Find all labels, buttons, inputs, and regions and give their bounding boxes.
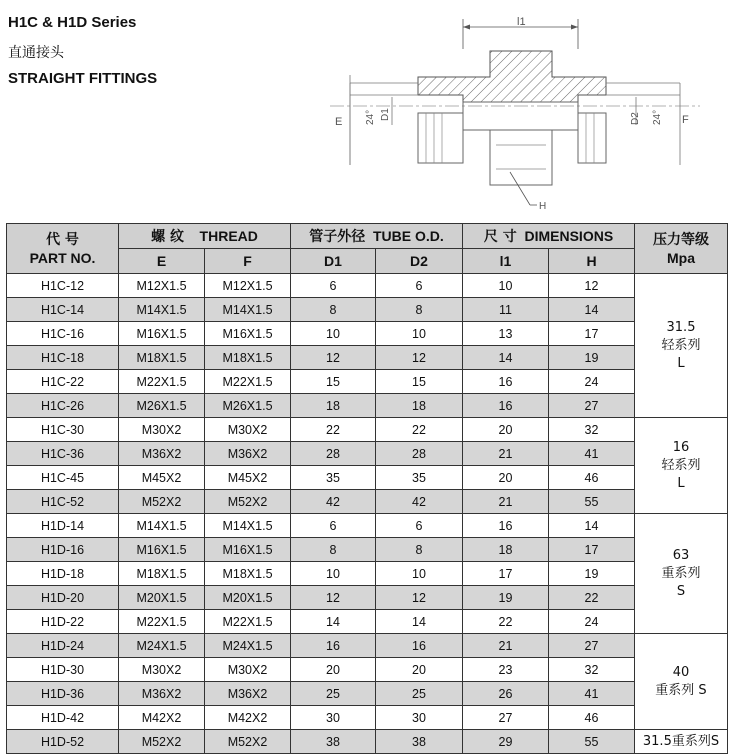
dim-h-cell: 46 <box>549 706 635 730</box>
tube-d1-cell: 16 <box>291 634 376 658</box>
dim-h-cell: 41 <box>549 442 635 466</box>
table-row <box>7 634 728 658</box>
tube-d2-cell: 6 <box>376 514 463 538</box>
thread-f-cell: M16X1.5 <box>205 538 291 562</box>
pressure-rating-line: 31.5 <box>666 319 696 335</box>
part-no-cell: H1D-14 <box>7 514 119 538</box>
dim-h-cell: 41 <box>549 682 635 706</box>
part-no-cell: H1D-20 <box>7 586 119 610</box>
left-thread-end <box>418 113 463 163</box>
pressure-rating-line: 轻系列 <box>661 457 701 473</box>
dim-l1-cell: 16 <box>463 514 549 538</box>
table-row <box>7 682 728 706</box>
table-row <box>7 730 728 754</box>
thread-e-cell: M14X1.5 <box>119 514 205 538</box>
part-no-cell: H1C-18 <box>7 346 119 370</box>
table-row <box>7 322 728 346</box>
thread-e-cell: M18X1.5 <box>119 562 205 586</box>
part-no-cell: H1C-36 <box>7 442 119 466</box>
dim-l1-cell: 21 <box>463 442 549 466</box>
tube-d1-cell: 30 <box>291 706 376 730</box>
part-no-cell: H1C-30 <box>7 418 119 442</box>
series-title-chinese: 直通接头 <box>8 45 64 61</box>
part-no-cell: H1D-30 <box>7 658 119 682</box>
pressure-header-en: Mpa <box>667 249 695 266</box>
dim-h-cell: 17 <box>549 322 635 346</box>
table-row <box>7 442 728 466</box>
part-no-cell: H1C-22 <box>7 370 119 394</box>
section-view-upper <box>418 51 606 102</box>
pressure-rating-line: S <box>676 583 686 599</box>
part-no-cell: H1D-24 <box>7 634 119 658</box>
part-header-zh: 代 号 <box>46 231 79 248</box>
thread-f-cell: M16X1.5 <box>205 322 291 346</box>
dim-h-cell: 24 <box>549 370 635 394</box>
tube-d1-cell: 38 <box>291 730 376 754</box>
part-no-cell: H1C-14 <box>7 298 119 322</box>
pressure-rating-line: 16 <box>672 439 690 455</box>
right-thread-end <box>578 113 606 163</box>
column-header-f: F <box>205 249 291 274</box>
column-header-d1: D1 <box>291 249 376 274</box>
dim-l1-cell: 19 <box>463 586 549 610</box>
thread-header <box>119 224 291 249</box>
dim-l1-cell: 16 <box>463 394 549 418</box>
table-row <box>7 418 728 442</box>
dim-h-cell: 19 <box>549 562 635 586</box>
thread-e-cell: M12X1.5 <box>119 274 205 298</box>
table-row <box>7 274 728 298</box>
pressure-header-zh: 压力等级 <box>653 231 709 248</box>
part-no-cell: H1D-22 <box>7 610 119 634</box>
tube-d2-cell: 8 <box>376 538 463 562</box>
tube-d2-cell: 12 <box>376 586 463 610</box>
table-row <box>7 514 728 538</box>
pressure-rating-line: L <box>677 475 685 491</box>
thread-e-cell: M30X2 <box>119 658 205 682</box>
thread-f-cell: M22X1.5 <box>205 610 291 634</box>
part-no-cell: H1C-16 <box>7 322 119 346</box>
thread-f-cell: M52X2 <box>205 490 291 514</box>
thread-e-cell: M45X2 <box>119 466 205 490</box>
tube-d1-cell: 20 <box>291 658 376 682</box>
dim-l1-cell: 27 <box>463 706 549 730</box>
part-no-cell: H1D-36 <box>7 682 119 706</box>
pressure-rating-cell <box>635 634 728 730</box>
angle-right-label: 24° <box>652 109 663 125</box>
thread-e-cell: M36X2 <box>119 682 205 706</box>
pressure-rating-line: 重系列 <box>661 565 701 581</box>
dim-l1-cell: 26 <box>463 682 549 706</box>
thread-f-cell: M20X1.5 <box>205 586 291 610</box>
thread-f-cell: M30X2 <box>205 658 291 682</box>
tube-d2-cell: 35 <box>376 466 463 490</box>
table-row <box>7 370 728 394</box>
dim-h-cell: 32 <box>549 658 635 682</box>
pressure-rating-cell <box>635 730 728 754</box>
tube-d2-cell: 15 <box>376 370 463 394</box>
thread-f-cell: M45X2 <box>205 466 291 490</box>
tube-d1-cell: 12 <box>291 346 376 370</box>
part-no-cell: H1C-45 <box>7 466 119 490</box>
thread-header-zh: 螺 纹 <box>151 229 184 245</box>
tube-d2-cell: 12 <box>376 346 463 370</box>
tube-d1-cell: 22 <box>291 418 376 442</box>
thread-f-cell: M36X2 <box>205 682 291 706</box>
column-header-l1: l1 <box>463 249 549 274</box>
table-row <box>7 610 728 634</box>
dim-l1-cell: 14 <box>463 346 549 370</box>
dim-l1-cell: 23 <box>463 658 549 682</box>
d2-label: D2 <box>630 112 641 125</box>
thread-e-cell: M36X2 <box>119 442 205 466</box>
pressure-header <box>635 224 728 274</box>
dim-h-cell: 12 <box>549 274 635 298</box>
tube-d2-cell: 10 <box>376 322 463 346</box>
f-label: F <box>682 114 689 126</box>
fitting-type-title: STRAIGHT FITTINGS <box>8 70 158 87</box>
thread-header-en: THREAD <box>199 228 258 244</box>
thread-e-cell: M42X2 <box>119 706 205 730</box>
fitting-technical-drawing <box>330 5 700 217</box>
pressure-rating-cell <box>635 514 728 634</box>
tube-d2-cell: 20 <box>376 658 463 682</box>
tube-d2-cell: 16 <box>376 634 463 658</box>
table-row <box>7 490 728 514</box>
angle-left-label: 24° <box>365 109 376 125</box>
tube-d1-cell: 12 <box>291 586 376 610</box>
dim-l1-cell: 18 <box>463 538 549 562</box>
tube-d1-cell: 8 <box>291 298 376 322</box>
part-no-cell: H1C-26 <box>7 394 119 418</box>
dim-l1-cell: 10 <box>463 274 549 298</box>
thread-e-cell: M20X1.5 <box>119 586 205 610</box>
pressure-rating-line: 重系列 S <box>655 682 707 698</box>
table-row <box>7 394 728 418</box>
thread-f-cell: M18X1.5 <box>205 346 291 370</box>
tube-d1-cell: 10 <box>291 322 376 346</box>
column-header-h: H <box>549 249 635 274</box>
thread-e-cell: M16X1.5 <box>119 322 205 346</box>
dim-l1-cell: 29 <box>463 730 549 754</box>
dim-h-cell: 14 <box>549 298 635 322</box>
tube-d1-cell: 25 <box>291 682 376 706</box>
thread-e-cell: M22X1.5 <box>119 370 205 394</box>
thread-e-cell: M30X2 <box>119 418 205 442</box>
tube-d1-cell: 15 <box>291 370 376 394</box>
series-title: H1C & H1D Series <box>8 14 137 31</box>
thread-f-cell: M14X1.5 <box>205 298 291 322</box>
pressure-rating-line: 40 <box>672 664 690 680</box>
specification-table <box>6 223 728 754</box>
thread-f-cell: M42X2 <box>205 706 291 730</box>
d1-label: D1 <box>380 108 391 121</box>
tube-d2-cell: 22 <box>376 418 463 442</box>
dim-h-cell: 55 <box>549 730 635 754</box>
dim-l1-cell: 13 <box>463 322 549 346</box>
thread-f-cell: M12X1.5 <box>205 274 291 298</box>
dim-l1-cell: 20 <box>463 418 549 442</box>
thread-e-cell: M24X1.5 <box>119 634 205 658</box>
dim-h-cell: 27 <box>549 634 635 658</box>
tube-d2-cell: 8 <box>376 298 463 322</box>
table-row <box>7 586 728 610</box>
tube-d1-cell: 35 <box>291 466 376 490</box>
dim-l1-cell: 21 <box>463 490 549 514</box>
tube-d1-cell: 28 <box>291 442 376 466</box>
thread-e-cell: M52X2 <box>119 490 205 514</box>
dimensions-header-zh: 尺 寸 <box>483 229 517 245</box>
part-no-cell: H1D-42 <box>7 706 119 730</box>
thread-f-cell: M24X1.5 <box>205 634 291 658</box>
tube-d1-cell: 14 <box>291 610 376 634</box>
tube-d2-cell: 28 <box>376 442 463 466</box>
tube-d1-cell: 6 <box>291 514 376 538</box>
column-header-d2: D2 <box>376 249 463 274</box>
thread-f-cell: M18X1.5 <box>205 562 291 586</box>
part-no-cell: H1D-52 <box>7 730 119 754</box>
thread-e-cell: M16X1.5 <box>119 538 205 562</box>
pressure-rating-cell <box>635 274 728 418</box>
tube-header-en: TUBE O.D. <box>373 228 444 244</box>
part-no-cell: H1C-52 <box>7 490 119 514</box>
tube-d2-cell: 25 <box>376 682 463 706</box>
tube-d2-cell: 42 <box>376 490 463 514</box>
tube-d2-cell: 38 <box>376 730 463 754</box>
thread-f-cell: M52X2 <box>205 730 291 754</box>
dim-h-cell: 27 <box>549 394 635 418</box>
column-header-e: E <box>119 249 205 274</box>
table-row <box>7 346 728 370</box>
part-header <box>7 224 119 274</box>
thread-e-cell: M26X1.5 <box>119 394 205 418</box>
thread-f-cell: M30X2 <box>205 418 291 442</box>
pressure-rating-line: 63 <box>672 547 690 563</box>
thread-e-cell: M52X2 <box>119 730 205 754</box>
pressure-rating-line: L <box>677 355 685 371</box>
hex-nut <box>490 130 552 185</box>
h-label: H <box>539 201 547 212</box>
part-header-en: PART NO. <box>29 249 96 266</box>
table-row <box>7 466 728 490</box>
dim-h-cell: 14 <box>549 514 635 538</box>
part-no-cell: H1D-18 <box>7 562 119 586</box>
pressure-rating-line: 31.5重系列S <box>642 733 720 749</box>
tube-d2-cell: 30 <box>376 706 463 730</box>
tube-d1-cell: 10 <box>291 562 376 586</box>
thread-e-cell: M22X1.5 <box>119 610 205 634</box>
tube-d2-cell: 14 <box>376 610 463 634</box>
part-no-cell: H1C-12 <box>7 274 119 298</box>
dim-l1-cell: 21 <box>463 634 549 658</box>
part-no-cell: H1D-16 <box>7 538 119 562</box>
thread-e-cell: M18X1.5 <box>119 346 205 370</box>
tube-header-zh: 管子外径 <box>309 229 366 245</box>
dimensions-header <box>463 224 635 249</box>
dim-h-cell: 17 <box>549 538 635 562</box>
dim-h-cell: 46 <box>549 466 635 490</box>
pressure-rating-cell <box>635 418 728 514</box>
table-row <box>7 706 728 730</box>
table-row <box>7 298 728 322</box>
tube-d1-cell: 42 <box>291 490 376 514</box>
table-row <box>7 562 728 586</box>
table-row <box>7 538 728 562</box>
thread-f-cell: M36X2 <box>205 442 291 466</box>
tube-d2-cell: 10 <box>376 562 463 586</box>
dim-h-cell: 22 <box>549 586 635 610</box>
l1-label: l1 <box>517 16 526 28</box>
dimensions-header-en: DIMENSIONS <box>524 228 614 244</box>
tube-d1-cell: 8 <box>291 538 376 562</box>
tube-d1-cell: 18 <box>291 394 376 418</box>
thread-f-cell: M22X1.5 <box>205 370 291 394</box>
dim-h-cell: 24 <box>549 610 635 634</box>
dim-l1-cell: 17 <box>463 562 549 586</box>
dim-l1-cell: 11 <box>463 298 549 322</box>
thread-f-cell: M26X1.5 <box>205 394 291 418</box>
dim-l1-cell: 20 <box>463 466 549 490</box>
dim-h-cell: 55 <box>549 490 635 514</box>
dim-l1-cell: 22 <box>463 610 549 634</box>
pressure-rating-line: 轻系列 <box>661 337 701 353</box>
dim-h-cell: 19 <box>549 346 635 370</box>
tube-d2-cell: 6 <box>376 274 463 298</box>
tube-d1-cell: 6 <box>291 274 376 298</box>
e-label: E <box>335 116 343 128</box>
dim-l1-cell: 16 <box>463 370 549 394</box>
tube-d2-cell: 18 <box>376 394 463 418</box>
table-row <box>7 658 728 682</box>
dim-h-cell: 32 <box>549 418 635 442</box>
thread-f-cell: M14X1.5 <box>205 514 291 538</box>
tube-header <box>291 224 463 249</box>
thread-e-cell: M14X1.5 <box>119 298 205 322</box>
